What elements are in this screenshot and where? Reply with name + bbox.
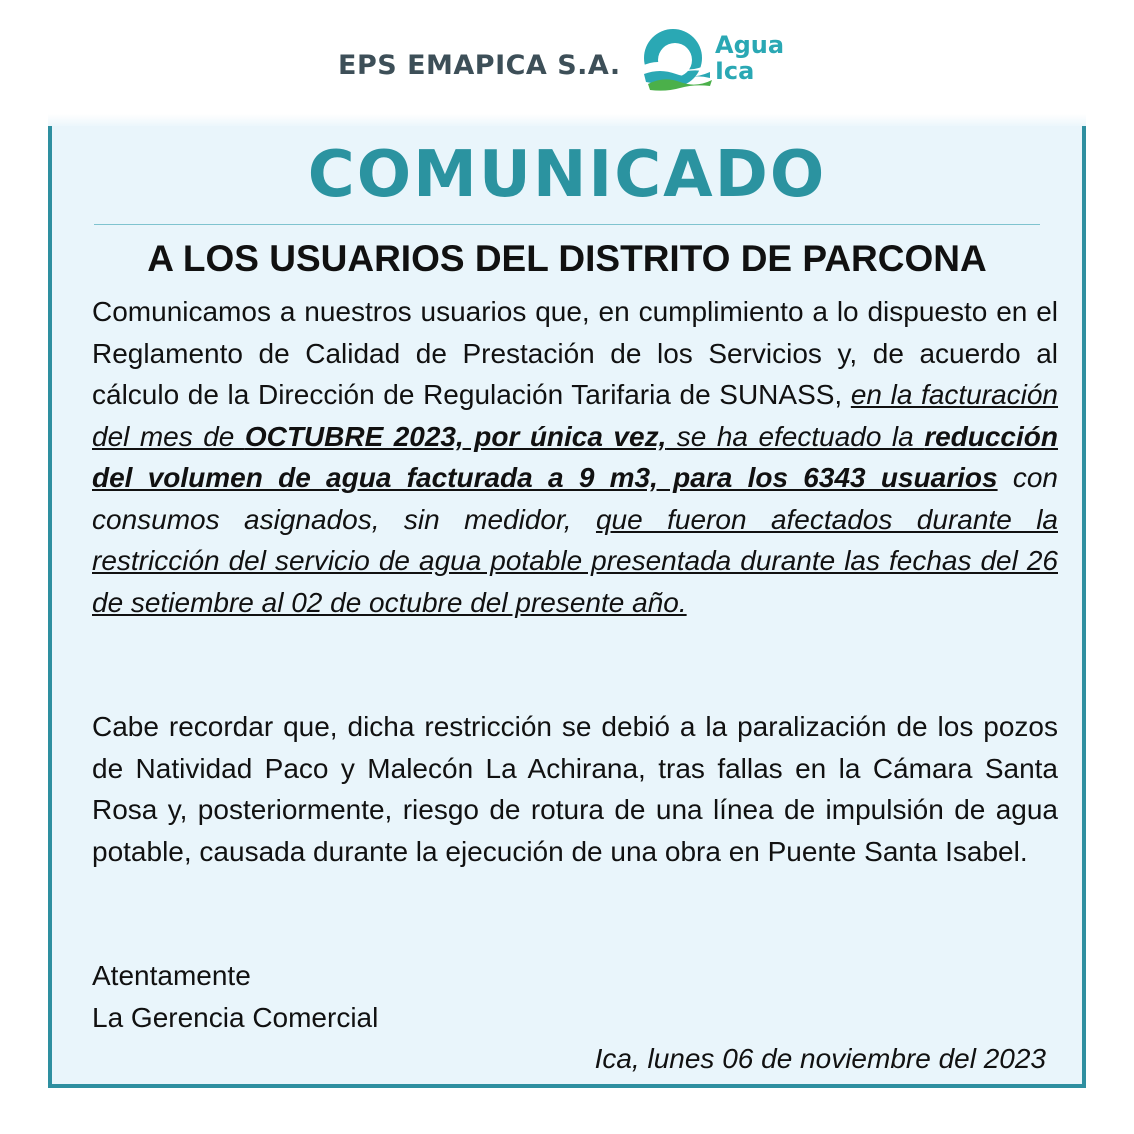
paragraph-1: Comunicamos a nuestros usuarios que, en cumplimiento a lo dispuesto en el Reglamento de Calidad de Prestación de los Servicios y, de acuerdo al cálculo de la Dirección de Regulación Tarifaria de SUNASS, en la facturación del mes de OCTUBRE 2023, por única vez, se ha efectuado la reducción del volumen de agua facturada a 9 m3, para los 6343 usuarios con consumos asignados, sin medidor, que fueron afectados durante la restricción del servicio de agua potable presentada durante las fechas del 26 de setiembre al 02 de octubre del presente año. xyxy=(92,296,1059,618)
water-wave-logo-icon xyxy=(640,28,712,94)
closing: Atentamente xyxy=(92,960,251,991)
notice-date: Ica, lunes 06 de noviembre del 2023 xyxy=(594,1043,1046,1074)
agua-ica-logo xyxy=(640,28,800,94)
logo-text: Agua Ica xyxy=(715,31,785,85)
paragraph-2: Cabe recordar que, dicha restricción se debió a la paralización de los pozos de Natividad Paco y Malecón La Achirana, tras fallas en la Cámara Santa Rosa y, posteriormente, riesgo de rotura de una línea de impulsión de agua potable, causada durante la ejecución de una obra en Puente Santa Isabel. xyxy=(92,711,1058,867)
header xyxy=(0,0,1134,118)
notice-title: COMUNICADO xyxy=(307,138,827,212)
signature: La Gerencia Comercial xyxy=(92,1002,379,1033)
company-name: EPS EMAPICA S.A. xyxy=(338,50,621,81)
title-divider xyxy=(94,224,1040,225)
notice-subtitle: A LOS USUARIOS DEL DISTRITO DE PARCONA xyxy=(147,238,987,279)
